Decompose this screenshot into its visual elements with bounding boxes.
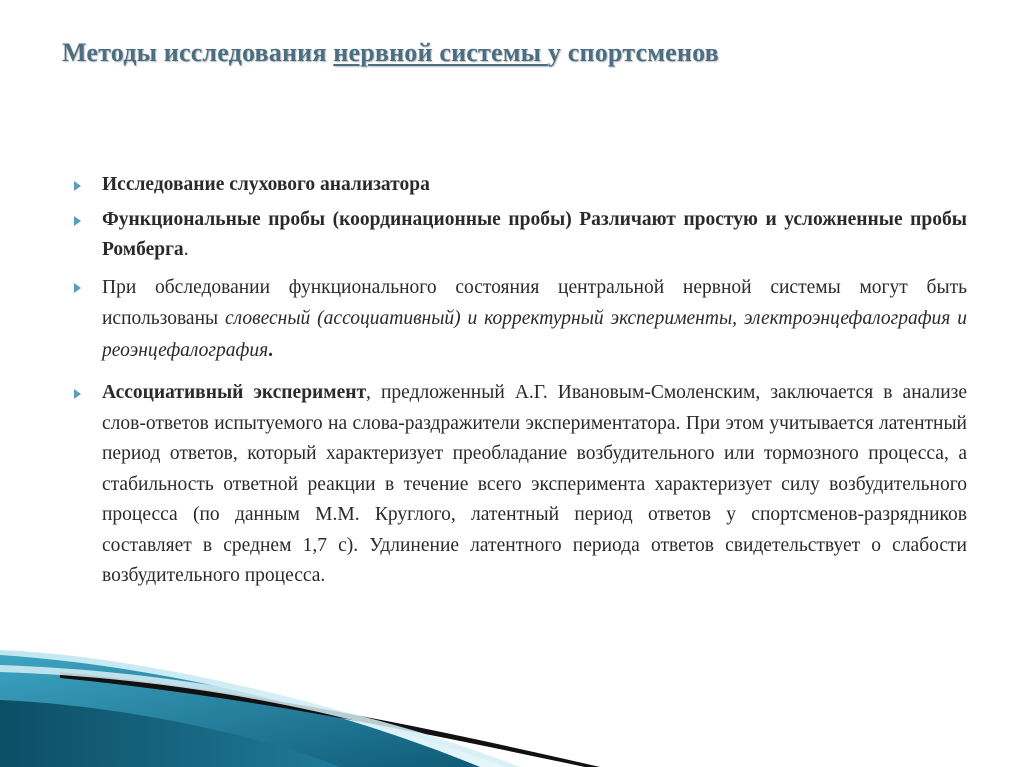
bullet-item-3 [72,272,967,367]
bullet-1-text: Исследование слухового анализатора [102,174,430,195]
title-part-1: Методы исследования [62,38,334,67]
triangle-bullet-icon [74,181,81,191]
wave-mid-band [0,655,480,767]
wave-highlight-stripe [0,665,520,767]
bullet-2-text: Функциональные пробы (координационные пробы) Различают простую и усложненные пробы Ромберга [102,208,967,260]
bullet-item-4 [72,378,967,592]
bullet-4-bold: Ассоциативный эксперимент [102,382,367,403]
bullet-list [72,170,967,596]
triangle-bullet-icon [74,216,81,226]
triangle-bullet-icon [74,283,81,293]
wave-dark-band [0,700,340,767]
bullet-3-text: При обследовании функционального состояния центральной нервной системы могут быть использованы [102,276,967,329]
bullet-item-1 [72,170,967,201]
bullet-4-text: , предложенный А.Г. Ивановым-Смоленским, заключается в анализе слов-ответов испытуемого на слова-раздражители экспериментатора. При этом учитывается латентный период ответов, который характеризует преобладание возбудительного или тормозного процесса, а стабильность ответной реакции в течение всего эксперимента характеризует силу возбудительного процесса (по данным М.М. Круглого, латентный период ответов у спортсменов-разрядников составляет в среднем 1,7 с). Удлинение латентного периода ответов свидетельствует о слабости возбудительного процесса. [102,382,968,586]
bullet-item-2 [72,205,967,266]
title-part-3: у спортсменов [547,38,719,67]
bullet-3-italic: словесный (ассоциативный) и корректурный эксперименты, электроэнцефалография и реоэнцефалография [102,308,967,361]
triangle-bullet-icon [74,389,81,399]
bullet-2-end: . [183,239,189,260]
wave-black-stripe [60,672,600,767]
wave-light-band [0,650,520,767]
title-part-2-underlined: нервной системы [333,38,548,67]
slide-title [62,38,719,68]
bullet-3-end: . [268,339,274,361]
